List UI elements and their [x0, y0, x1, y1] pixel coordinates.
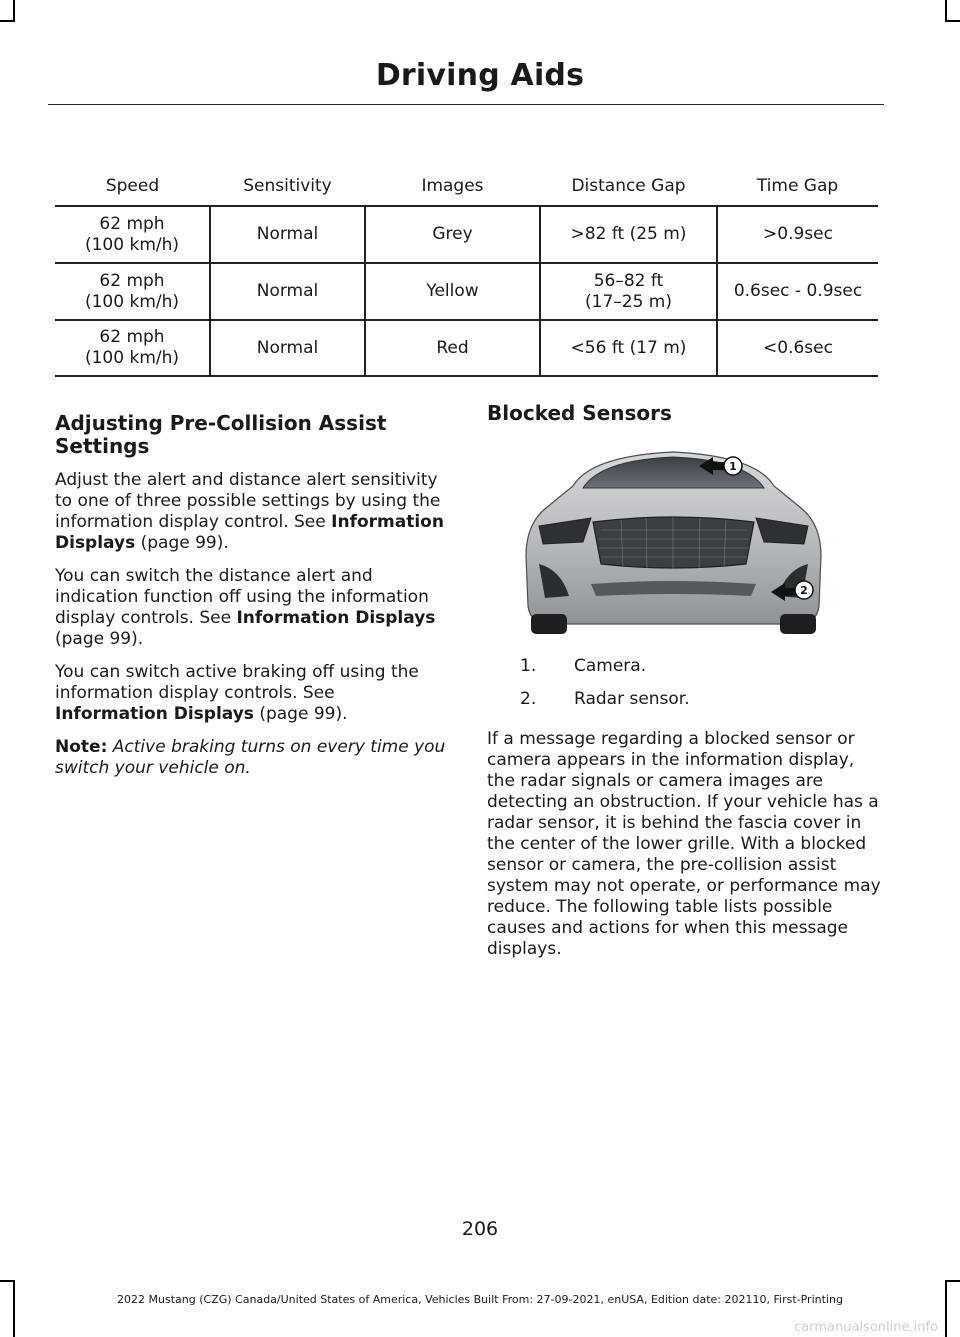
list-item — [520, 656, 690, 677]
footer-text: 2022 Mustang (CZG) Canada/United States of America, Vehicles Built From: 27-09-2021, enUSA, Edition date: 202110, First-Printing — [117, 1293, 843, 1306]
lower-grille — [591, 581, 756, 596]
paragraph-text: Adjust the alert and distance alert sensitivity to one of three possible settings by using the information display control. See — [55, 470, 441, 532]
column-header: Time Gap — [717, 167, 878, 206]
cross-reference-link[interactable]: Information Displays — [236, 608, 436, 628]
callout-2-number: 2 — [800, 584, 808, 597]
front-grille — [593, 517, 754, 568]
column-header: Speed — [55, 167, 210, 206]
crop-mark — [13, 1280, 15, 1337]
table-header-row — [55, 167, 878, 206]
list-label: Radar sensor. — [574, 689, 690, 709]
crop-mark — [945, 1280, 960, 1282]
page-reference: (page 99). — [253, 704, 348, 724]
note — [55, 737, 450, 779]
list-number: 2. — [520, 689, 537, 709]
column-header: Sensitivity — [210, 167, 365, 206]
callout-list — [520, 656, 690, 722]
section-heading: Adjusting Pre-Collision Assist Settings — [55, 411, 387, 458]
sensitivity-cell: Normal — [210, 263, 365, 320]
paragraph: If a message regarding a blocked sensor or camera appears in the information display, the radar signals or camera images are detecting an obstruction. If your vehicle has a radar sensor, it is behind the fascia cover in the center of the lower grille. With a blocked sensor or camera, the pre-collision assist system may not operate, or performance may reduce. The following table lists possible causes and actions for when this message displays. — [487, 729, 881, 959]
tire-right — [780, 614, 816, 634]
crop-mark — [945, 20, 960, 22]
paragraph — [55, 662, 450, 725]
crop-mark — [0, 1280, 15, 1282]
crop-mark — [13, 0, 15, 22]
page-reference: (page 99). — [55, 629, 144, 649]
speed-kmh: (100 km/h) — [84, 348, 180, 368]
car-front-illustration — [521, 446, 826, 636]
column-header: Images — [365, 167, 540, 206]
speed-mph: 62 mph — [99, 327, 165, 347]
images-cell: Grey — [365, 206, 540, 263]
list-label: Camera. — [574, 656, 647, 676]
paragraph — [55, 470, 450, 554]
sensitivity-cell: Normal — [210, 206, 365, 263]
paragraph-text: You can switch the distance alert and indication function off using the information display controls. See — [55, 566, 429, 628]
list-number: 1. — [520, 656, 537, 676]
cross-reference-link[interactable]: Information Displays — [55, 704, 254, 724]
distance-line: 56–82 ft — [593, 270, 664, 291]
time-gap-cell: >0.9sec — [717, 206, 878, 263]
distance-gap-cell — [540, 206, 717, 263]
sensitivity-cell: Normal — [210, 320, 365, 376]
time-gap-cell: 0.6sec - 0.9sec — [717, 263, 878, 320]
speed-cell — [55, 206, 210, 263]
distance-line: (17–25 m) — [585, 291, 672, 312]
cross-reference-link[interactable]: Information Displays — [55, 512, 444, 553]
distance-line: <56 ft (17 m) — [570, 337, 687, 358]
speed-cell — [55, 320, 210, 376]
callout-1-number: 1 — [729, 460, 737, 473]
images-cell: Red — [365, 320, 540, 376]
note-label: Note: — [55, 737, 108, 757]
distance-gap-table — [55, 167, 878, 377]
time-gap-cell: <0.6sec — [717, 320, 878, 376]
tire-left — [531, 614, 567, 634]
speed-cell — [55, 263, 210, 320]
watermark: carmanualsonline.info — [794, 1320, 938, 1335]
page-reference: (page 99). — [135, 533, 229, 553]
distance-gap-cell — [540, 263, 717, 320]
distance-gap-cell — [540, 320, 717, 376]
list-item — [520, 689, 690, 710]
speed-kmh: (100 km/h) — [84, 291, 180, 312]
speed-mph: 62 mph — [99, 213, 165, 234]
speed-kmh: (100 km/h) — [84, 234, 180, 255]
blocked-sensors-section — [487, 402, 882, 425]
crop-mark — [945, 0, 947, 22]
images-cell: Yellow — [365, 263, 540, 320]
header-divider — [48, 104, 884, 105]
column-header: Distance Gap — [540, 167, 717, 206]
table-row — [55, 320, 878, 376]
page-number: 206 — [461, 1218, 499, 1240]
table-row — [55, 206, 878, 263]
crop-mark — [0, 20, 15, 22]
paragraph — [55, 566, 450, 650]
adjusting-section — [55, 412, 450, 791]
page-title: Driving Aids — [375, 58, 585, 93]
table-row — [55, 263, 878, 320]
note-text: Active braking turns on every time you switch your vehicle on. — [55, 737, 446, 778]
section-heading: Blocked Sensors — [487, 401, 672, 425]
speed-mph: 62 mph — [99, 270, 165, 291]
distance-line: >82 ft (25 m) — [570, 224, 687, 244]
paragraph-text: You can switch active braking off using the information display controls. See — [55, 662, 419, 703]
crop-mark — [945, 1280, 947, 1337]
